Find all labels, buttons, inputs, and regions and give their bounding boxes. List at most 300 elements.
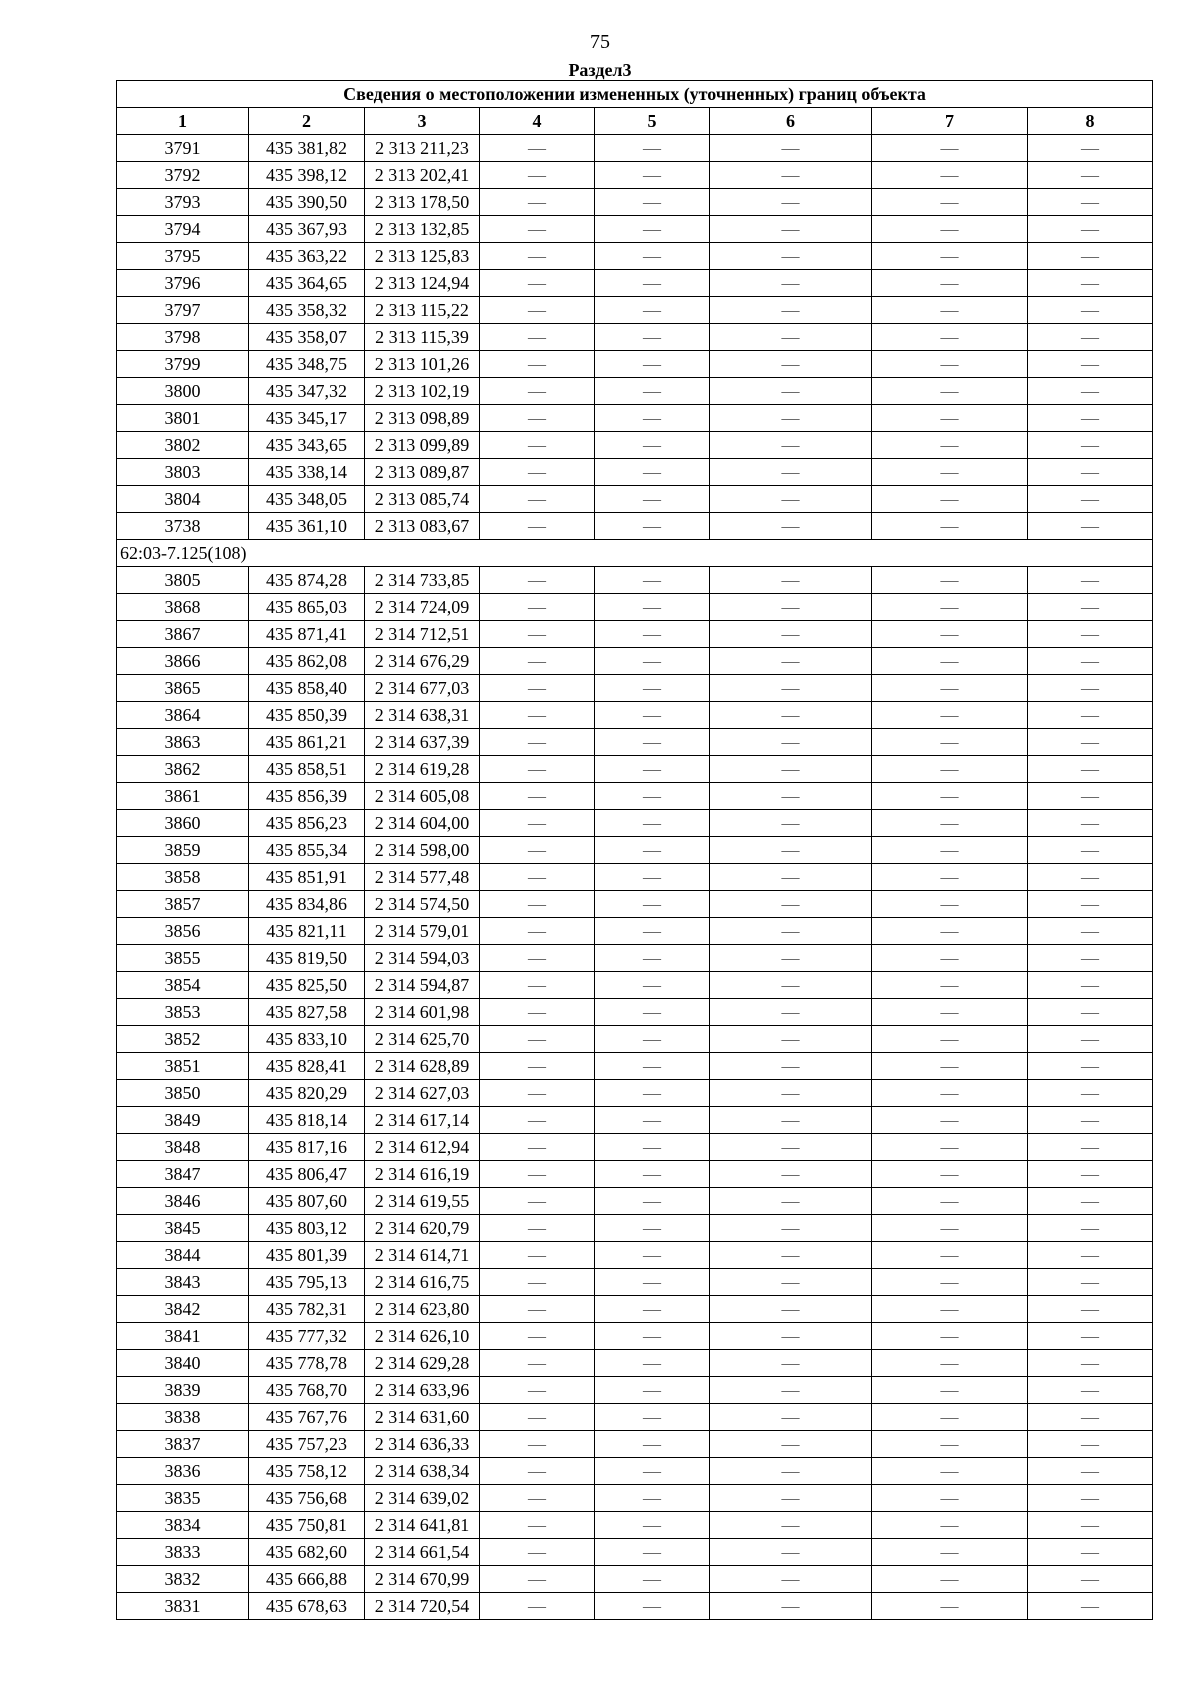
x-coordinate-cell: 435 338,14 xyxy=(249,459,365,486)
empty-dash-cell: — xyxy=(595,675,710,702)
empty-dash-cell: — xyxy=(710,1188,872,1215)
empty-dash-cell: — xyxy=(480,702,595,729)
group-label: 62:03-7.125(108) xyxy=(117,540,1153,567)
empty-dash-cell: — xyxy=(480,1134,595,1161)
table-row xyxy=(117,1242,1153,1269)
x-coordinate-cell: 435 861,21 xyxy=(249,729,365,756)
empty-dash-cell: — xyxy=(595,1296,710,1323)
empty-dash-cell: — xyxy=(595,405,710,432)
empty-dash-cell: — xyxy=(872,1350,1028,1377)
empty-dash-cell: — xyxy=(710,1215,872,1242)
table-row xyxy=(117,702,1153,729)
empty-dash-cell: — xyxy=(480,864,595,891)
empty-dash-cell: — xyxy=(480,1242,595,1269)
empty-dash-cell: — xyxy=(872,810,1028,837)
x-coordinate-cell: 435 343,65 xyxy=(249,432,365,459)
empty-dash-cell: — xyxy=(710,1566,872,1593)
empty-dash-cell: — xyxy=(480,999,595,1026)
empty-dash-cell: — xyxy=(872,945,1028,972)
table-row xyxy=(117,1404,1153,1431)
empty-dash-cell: — xyxy=(595,567,710,594)
table-row xyxy=(117,1215,1153,1242)
empty-dash-cell: — xyxy=(872,1134,1028,1161)
empty-dash-cell: — xyxy=(480,648,595,675)
empty-dash-cell: — xyxy=(1028,648,1153,675)
empty-dash-cell: — xyxy=(595,513,710,540)
x-coordinate-cell: 435 678,63 xyxy=(249,1593,365,1620)
empty-dash-cell: — xyxy=(1028,405,1153,432)
table-row xyxy=(117,594,1153,621)
empty-dash-cell: — xyxy=(1028,567,1153,594)
empty-dash-cell: — xyxy=(710,918,872,945)
empty-dash-cell: — xyxy=(1028,1242,1153,1269)
x-coordinate-cell: 435 833,10 xyxy=(249,1026,365,1053)
table-row xyxy=(117,1296,1153,1323)
boundary-coordinates-table xyxy=(116,80,1153,1620)
empty-dash-cell: — xyxy=(872,1377,1028,1404)
empty-dash-cell: — xyxy=(480,378,595,405)
column-header: 6 xyxy=(710,108,872,135)
empty-dash-cell: — xyxy=(872,1512,1028,1539)
empty-dash-cell: — xyxy=(872,702,1028,729)
empty-dash-cell: — xyxy=(595,324,710,351)
empty-dash-cell: — xyxy=(595,162,710,189)
empty-dash-cell: — xyxy=(710,1512,872,1539)
y-coordinate-cell: 2 313 098,89 xyxy=(365,405,480,432)
point-number-cell: 3802 xyxy=(117,432,249,459)
column-header: 4 xyxy=(480,108,595,135)
empty-dash-cell: — xyxy=(1028,675,1153,702)
empty-dash-cell: — xyxy=(710,1080,872,1107)
empty-dash-cell: — xyxy=(480,1323,595,1350)
point-number-cell: 3832 xyxy=(117,1566,249,1593)
table-row xyxy=(117,1485,1153,1512)
point-number-cell: 3855 xyxy=(117,945,249,972)
y-coordinate-cell: 2 314 633,96 xyxy=(365,1377,480,1404)
empty-dash-cell: — xyxy=(872,1566,1028,1593)
table-row xyxy=(117,1539,1153,1566)
y-coordinate-cell: 2 314 629,28 xyxy=(365,1350,480,1377)
point-number-cell: 3846 xyxy=(117,1188,249,1215)
point-number-cell: 3861 xyxy=(117,783,249,810)
y-coordinate-cell: 2 313 115,39 xyxy=(365,324,480,351)
empty-dash-cell: — xyxy=(1028,1539,1153,1566)
empty-dash-cell: — xyxy=(710,1539,872,1566)
empty-dash-cell: — xyxy=(480,1431,595,1458)
empty-dash-cell: — xyxy=(595,1161,710,1188)
table-row xyxy=(117,1269,1153,1296)
empty-dash-cell: — xyxy=(872,1026,1028,1053)
empty-dash-cell: — xyxy=(480,756,595,783)
empty-dash-cell: — xyxy=(480,729,595,756)
x-coordinate-cell: 435 856,23 xyxy=(249,810,365,837)
section-title: Раздел3 xyxy=(568,60,632,80)
empty-dash-cell: — xyxy=(872,1296,1028,1323)
empty-dash-cell: — xyxy=(710,837,872,864)
y-coordinate-cell: 2 314 598,00 xyxy=(365,837,480,864)
empty-dash-cell: — xyxy=(710,1458,872,1485)
empty-dash-cell: — xyxy=(1028,324,1153,351)
point-number-cell: 3800 xyxy=(117,378,249,405)
empty-dash-cell: — xyxy=(480,135,595,162)
empty-dash-cell: — xyxy=(1028,216,1153,243)
empty-dash-cell: — xyxy=(1028,1431,1153,1458)
empty-dash-cell: — xyxy=(480,459,595,486)
empty-dash-cell: — xyxy=(872,324,1028,351)
x-coordinate-cell: 435 818,14 xyxy=(249,1107,365,1134)
empty-dash-cell: — xyxy=(595,351,710,378)
empty-dash-cell: — xyxy=(1028,378,1153,405)
empty-dash-cell: — xyxy=(480,1377,595,1404)
point-number-cell: 3834 xyxy=(117,1512,249,1539)
table-row xyxy=(117,1458,1153,1485)
empty-dash-cell: — xyxy=(872,378,1028,405)
table-row xyxy=(117,1323,1153,1350)
point-number-cell: 3868 xyxy=(117,594,249,621)
y-coordinate-cell: 2 314 579,01 xyxy=(365,918,480,945)
point-number-cell: 3792 xyxy=(117,162,249,189)
table-row xyxy=(117,378,1153,405)
y-coordinate-cell: 2 314 604,00 xyxy=(365,810,480,837)
empty-dash-cell: — xyxy=(480,621,595,648)
empty-dash-cell: — xyxy=(595,1377,710,1404)
empty-dash-cell: — xyxy=(595,918,710,945)
empty-dash-cell: — xyxy=(595,729,710,756)
table-row xyxy=(117,513,1153,540)
empty-dash-cell: — xyxy=(710,351,872,378)
empty-dash-cell: — xyxy=(710,1485,872,1512)
empty-dash-cell: — xyxy=(872,1107,1028,1134)
x-coordinate-cell: 435 807,60 xyxy=(249,1188,365,1215)
point-number-cell: 3858 xyxy=(117,864,249,891)
y-coordinate-cell: 2 314 574,50 xyxy=(365,891,480,918)
empty-dash-cell: — xyxy=(480,1296,595,1323)
empty-dash-cell: — xyxy=(710,1053,872,1080)
table-row xyxy=(117,1350,1153,1377)
empty-dash-cell: — xyxy=(595,1080,710,1107)
empty-dash-cell: — xyxy=(872,216,1028,243)
empty-dash-cell: — xyxy=(480,189,595,216)
table-row xyxy=(117,189,1153,216)
x-coordinate-cell: 435 390,50 xyxy=(249,189,365,216)
empty-dash-cell: — xyxy=(1028,351,1153,378)
y-coordinate-cell: 2 314 724,09 xyxy=(365,594,480,621)
x-coordinate-cell: 435 828,41 xyxy=(249,1053,365,1080)
empty-dash-cell: — xyxy=(595,1269,710,1296)
empty-dash-cell: — xyxy=(872,486,1028,513)
empty-dash-cell: — xyxy=(595,837,710,864)
empty-dash-cell: — xyxy=(872,756,1028,783)
empty-dash-cell: — xyxy=(872,162,1028,189)
y-coordinate-cell: 2 314 619,28 xyxy=(365,756,480,783)
empty-dash-cell: — xyxy=(1028,918,1153,945)
empty-dash-cell: — xyxy=(1028,783,1153,810)
empty-dash-cell: — xyxy=(872,891,1028,918)
point-number-cell: 3799 xyxy=(117,351,249,378)
empty-dash-cell: — xyxy=(1028,1188,1153,1215)
empty-dash-cell: — xyxy=(1028,1026,1153,1053)
empty-dash-cell: — xyxy=(872,729,1028,756)
empty-dash-cell: — xyxy=(710,648,872,675)
y-coordinate-cell: 2 314 638,34 xyxy=(365,1458,480,1485)
table-row xyxy=(117,1053,1153,1080)
y-coordinate-cell: 2 314 626,10 xyxy=(365,1323,480,1350)
point-number-cell: 3865 xyxy=(117,675,249,702)
column-header: 1 xyxy=(117,108,249,135)
empty-dash-cell: — xyxy=(1028,1350,1153,1377)
empty-dash-cell: — xyxy=(480,1458,595,1485)
x-coordinate-cell: 435 851,91 xyxy=(249,864,365,891)
empty-dash-cell: — xyxy=(595,432,710,459)
empty-dash-cell: — xyxy=(872,918,1028,945)
empty-dash-cell: — xyxy=(595,216,710,243)
x-coordinate-cell: 435 347,32 xyxy=(249,378,365,405)
empty-dash-cell: — xyxy=(595,648,710,675)
empty-dash-cell: — xyxy=(595,594,710,621)
empty-dash-cell: — xyxy=(710,729,872,756)
empty-dash-cell: — xyxy=(872,1080,1028,1107)
empty-dash-cell: — xyxy=(710,135,872,162)
y-coordinate-cell: 2 313 202,41 xyxy=(365,162,480,189)
empty-dash-cell: — xyxy=(595,1107,710,1134)
y-coordinate-cell: 2 314 670,99 xyxy=(365,1566,480,1593)
empty-dash-cell: — xyxy=(595,1458,710,1485)
y-coordinate-cell: 2 313 102,19 xyxy=(365,378,480,405)
x-coordinate-cell: 435 777,32 xyxy=(249,1323,365,1350)
y-coordinate-cell: 2 314 616,75 xyxy=(365,1269,480,1296)
empty-dash-cell: — xyxy=(480,162,595,189)
y-coordinate-cell: 2 313 115,22 xyxy=(365,297,480,324)
point-number-cell: 3863 xyxy=(117,729,249,756)
empty-dash-cell: — xyxy=(710,324,872,351)
y-coordinate-cell: 2 313 132,85 xyxy=(365,216,480,243)
empty-dash-cell: — xyxy=(480,594,595,621)
x-coordinate-cell: 435 834,86 xyxy=(249,891,365,918)
empty-dash-cell: — xyxy=(595,1350,710,1377)
y-coordinate-cell: 2 313 124,94 xyxy=(365,270,480,297)
empty-dash-cell: — xyxy=(1028,486,1153,513)
empty-dash-cell: — xyxy=(480,972,595,999)
point-number-cell: 3850 xyxy=(117,1080,249,1107)
empty-dash-cell: — xyxy=(710,486,872,513)
empty-dash-cell: — xyxy=(1028,1107,1153,1134)
empty-dash-cell: — xyxy=(595,972,710,999)
point-number-cell: 3860 xyxy=(117,810,249,837)
table-row xyxy=(117,1161,1153,1188)
empty-dash-cell: — xyxy=(480,891,595,918)
y-coordinate-cell: 2 314 628,89 xyxy=(365,1053,480,1080)
x-coordinate-cell: 435 348,75 xyxy=(249,351,365,378)
empty-dash-cell: — xyxy=(710,1431,872,1458)
table-row xyxy=(117,459,1153,486)
empty-dash-cell: — xyxy=(872,1539,1028,1566)
y-coordinate-cell: 2 314 712,51 xyxy=(365,621,480,648)
point-number-cell: 3738 xyxy=(117,513,249,540)
empty-dash-cell: — xyxy=(595,945,710,972)
x-coordinate-cell: 435 782,31 xyxy=(249,1296,365,1323)
table-row xyxy=(117,1431,1153,1458)
empty-dash-cell: — xyxy=(1028,1134,1153,1161)
empty-dash-cell: — xyxy=(1028,243,1153,270)
x-coordinate-cell: 435 850,39 xyxy=(249,702,365,729)
x-coordinate-cell: 435 778,78 xyxy=(249,1350,365,1377)
empty-dash-cell: — xyxy=(595,1215,710,1242)
y-coordinate-cell: 2 314 617,14 xyxy=(365,1107,480,1134)
x-coordinate-cell: 435 768,70 xyxy=(249,1377,365,1404)
y-coordinate-cell: 2 314 639,02 xyxy=(365,1485,480,1512)
x-coordinate-cell: 435 856,39 xyxy=(249,783,365,810)
point-number-cell: 3839 xyxy=(117,1377,249,1404)
empty-dash-cell: — xyxy=(872,972,1028,999)
empty-dash-cell: — xyxy=(872,1242,1028,1269)
x-coordinate-cell: 435 367,93 xyxy=(249,216,365,243)
empty-dash-cell: — xyxy=(480,1080,595,1107)
point-number-cell: 3856 xyxy=(117,918,249,945)
y-coordinate-cell: 2 314 614,71 xyxy=(365,1242,480,1269)
table-row xyxy=(117,270,1153,297)
empty-dash-cell: — xyxy=(595,1485,710,1512)
empty-dash-cell: — xyxy=(595,243,710,270)
empty-dash-cell: — xyxy=(480,1215,595,1242)
table-row xyxy=(117,675,1153,702)
table-row xyxy=(117,567,1153,594)
empty-dash-cell: — xyxy=(710,297,872,324)
empty-dash-cell: — xyxy=(1028,1566,1153,1593)
empty-dash-cell: — xyxy=(1028,1269,1153,1296)
empty-dash-cell: — xyxy=(710,270,872,297)
empty-dash-cell: — xyxy=(710,756,872,783)
x-coordinate-cell: 435 363,22 xyxy=(249,243,365,270)
empty-dash-cell: — xyxy=(1028,972,1153,999)
x-coordinate-cell: 435 803,12 xyxy=(249,1215,365,1242)
point-number-cell: 3852 xyxy=(117,1026,249,1053)
empty-dash-cell: — xyxy=(595,1566,710,1593)
empty-dash-cell: — xyxy=(1028,1080,1153,1107)
y-coordinate-cell: 2 314 638,31 xyxy=(365,702,480,729)
empty-dash-cell: — xyxy=(710,675,872,702)
point-number-cell: 3838 xyxy=(117,1404,249,1431)
empty-dash-cell: — xyxy=(480,324,595,351)
empty-dash-cell: — xyxy=(872,297,1028,324)
empty-dash-cell: — xyxy=(1028,837,1153,864)
x-coordinate-cell: 435 666,88 xyxy=(249,1566,365,1593)
empty-dash-cell: — xyxy=(595,783,710,810)
point-number-cell: 3795 xyxy=(117,243,249,270)
empty-dash-cell: — xyxy=(710,567,872,594)
empty-dash-cell: — xyxy=(595,378,710,405)
empty-dash-cell: — xyxy=(480,1053,595,1080)
page-number: 75 xyxy=(590,31,610,53)
empty-dash-cell: — xyxy=(1028,270,1153,297)
empty-dash-cell: — xyxy=(1028,189,1153,216)
x-coordinate-cell: 435 820,29 xyxy=(249,1080,365,1107)
x-coordinate-cell: 435 858,40 xyxy=(249,675,365,702)
empty-dash-cell: — xyxy=(595,891,710,918)
empty-dash-cell: — xyxy=(872,1485,1028,1512)
table-row xyxy=(117,783,1153,810)
table-row xyxy=(117,729,1153,756)
empty-dash-cell: — xyxy=(480,675,595,702)
empty-dash-cell: — xyxy=(710,1350,872,1377)
empty-dash-cell: — xyxy=(480,351,595,378)
empty-dash-cell: — xyxy=(710,162,872,189)
x-coordinate-cell: 435 361,10 xyxy=(249,513,365,540)
empty-dash-cell: — xyxy=(872,405,1028,432)
empty-dash-cell: — xyxy=(595,1026,710,1053)
x-coordinate-cell: 435 348,05 xyxy=(249,486,365,513)
empty-dash-cell: — xyxy=(1028,1593,1153,1620)
empty-dash-cell: — xyxy=(480,270,595,297)
empty-dash-cell: — xyxy=(1028,432,1153,459)
x-coordinate-cell: 435 758,12 xyxy=(249,1458,365,1485)
table-row xyxy=(117,324,1153,351)
empty-dash-cell: — xyxy=(872,459,1028,486)
empty-dash-cell: — xyxy=(872,1269,1028,1296)
empty-dash-cell: — xyxy=(710,594,872,621)
empty-dash-cell: — xyxy=(872,189,1028,216)
y-coordinate-cell: 2 314 677,03 xyxy=(365,675,480,702)
empty-dash-cell: — xyxy=(710,189,872,216)
empty-dash-cell: — xyxy=(872,999,1028,1026)
empty-dash-cell: — xyxy=(1028,945,1153,972)
x-coordinate-cell: 435 682,60 xyxy=(249,1539,365,1566)
column-header: 7 xyxy=(872,108,1028,135)
point-number-cell: 3851 xyxy=(117,1053,249,1080)
point-number-cell: 3857 xyxy=(117,891,249,918)
y-coordinate-cell: 2 314 616,19 xyxy=(365,1161,480,1188)
empty-dash-cell: — xyxy=(1028,810,1153,837)
column-header: 8 xyxy=(1028,108,1153,135)
empty-dash-cell: — xyxy=(480,1539,595,1566)
point-number-cell: 3836 xyxy=(117,1458,249,1485)
table-row xyxy=(117,864,1153,891)
empty-dash-cell: — xyxy=(595,999,710,1026)
empty-dash-cell: — xyxy=(1028,1458,1153,1485)
point-number-cell: 3843 xyxy=(117,1269,249,1296)
point-number-cell: 3859 xyxy=(117,837,249,864)
empty-dash-cell: — xyxy=(595,1512,710,1539)
y-coordinate-cell: 2 314 620,79 xyxy=(365,1215,480,1242)
point-number-cell: 3849 xyxy=(117,1107,249,1134)
empty-dash-cell: — xyxy=(872,1458,1028,1485)
table-row xyxy=(117,891,1153,918)
y-coordinate-cell: 2 313 099,89 xyxy=(365,432,480,459)
empty-dash-cell: — xyxy=(710,783,872,810)
empty-dash-cell: — xyxy=(872,621,1028,648)
point-number-cell: 3866 xyxy=(117,648,249,675)
y-coordinate-cell: 2 313 101,26 xyxy=(365,351,480,378)
table-row xyxy=(117,621,1153,648)
table-row xyxy=(117,810,1153,837)
empty-dash-cell: — xyxy=(872,864,1028,891)
empty-dash-cell: — xyxy=(1028,864,1153,891)
point-number-cell: 3842 xyxy=(117,1296,249,1323)
empty-dash-cell: — xyxy=(595,1431,710,1458)
empty-dash-cell: — xyxy=(1028,1161,1153,1188)
empty-dash-cell: — xyxy=(1028,513,1153,540)
empty-dash-cell: — xyxy=(480,1404,595,1431)
x-coordinate-cell: 435 767,76 xyxy=(249,1404,365,1431)
x-coordinate-cell: 435 358,07 xyxy=(249,324,365,351)
empty-dash-cell: — xyxy=(710,999,872,1026)
empty-dash-cell: — xyxy=(595,1593,710,1620)
empty-dash-cell: — xyxy=(710,702,872,729)
table-row xyxy=(117,837,1153,864)
empty-dash-cell: — xyxy=(480,432,595,459)
empty-dash-cell: — xyxy=(480,513,595,540)
empty-dash-cell: — xyxy=(595,1323,710,1350)
empty-dash-cell: — xyxy=(480,1188,595,1215)
